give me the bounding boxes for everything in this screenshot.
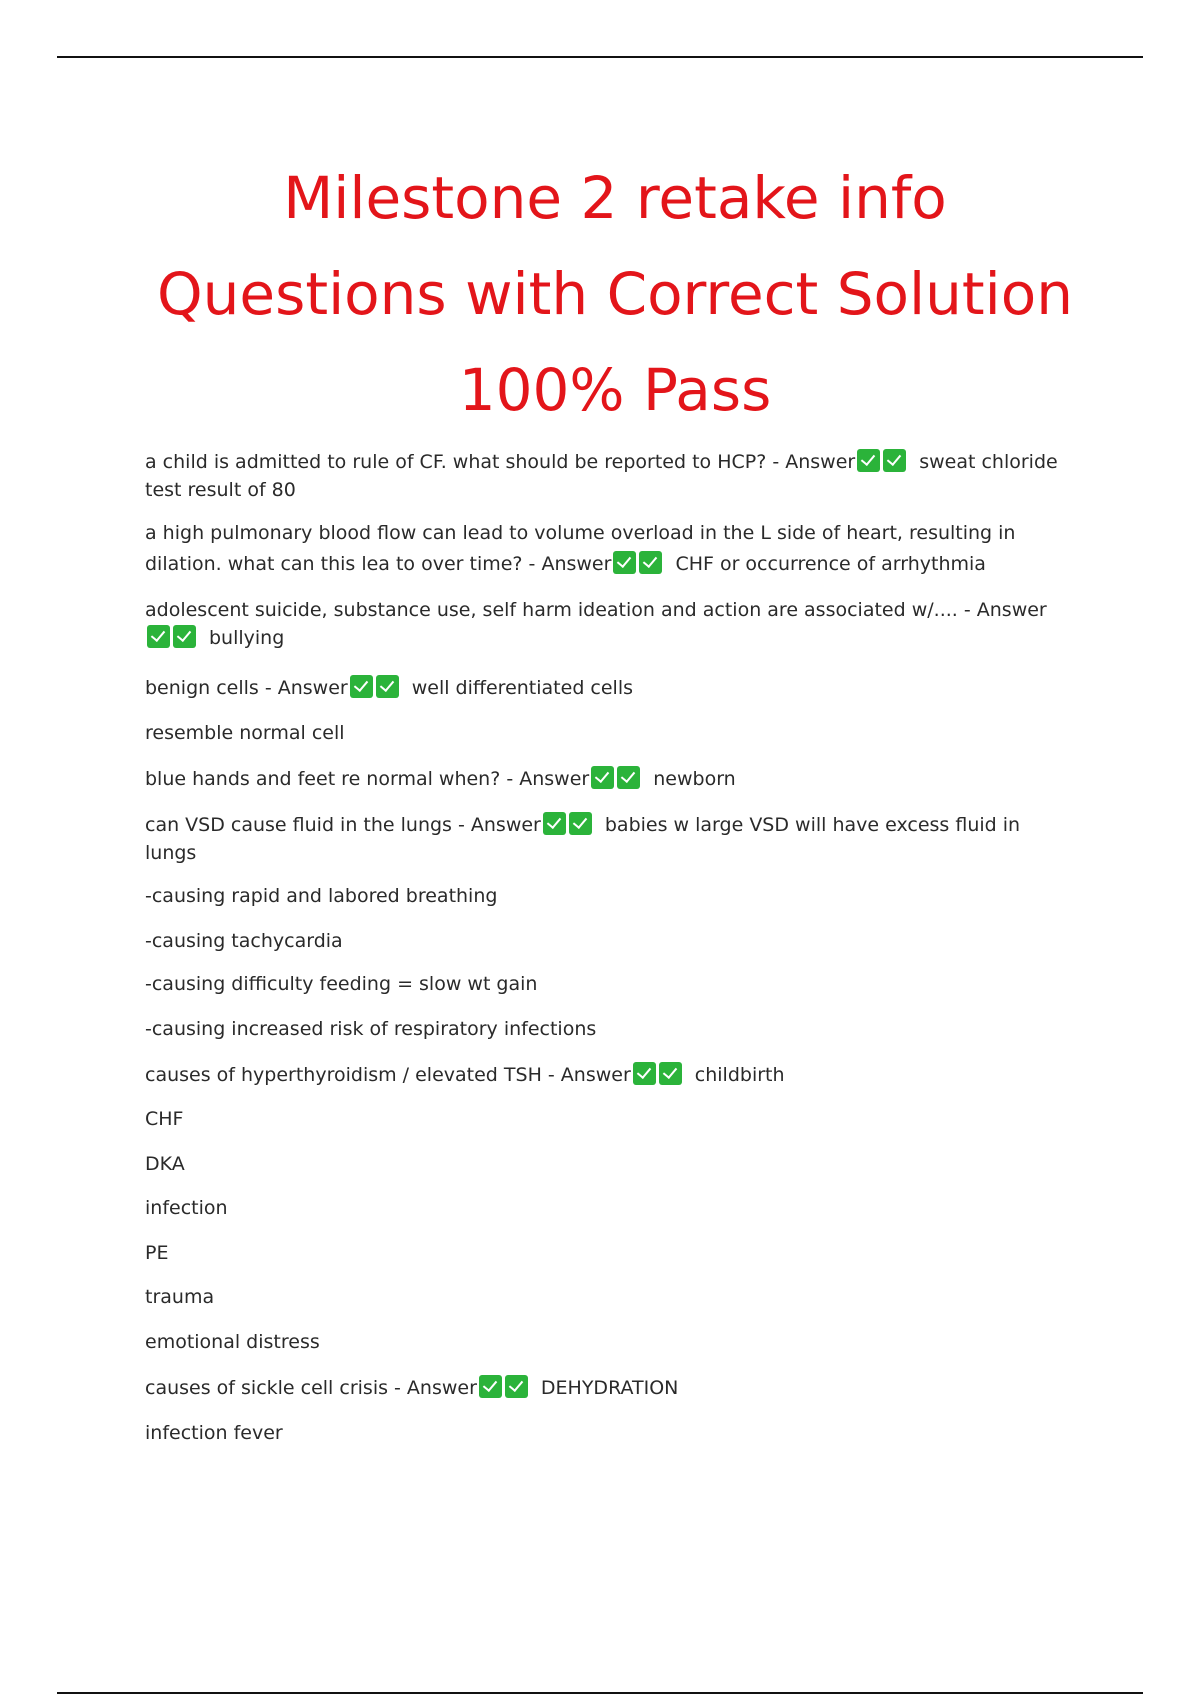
answer-checks <box>147 627 199 649</box>
answer-text: childbirth <box>694 1064 785 1086</box>
text-line: -causing tachycardia <box>145 930 343 952</box>
text-line: -causing increased risk of respiratory infections <box>145 1018 597 1040</box>
answer-checks <box>633 1064 685 1086</box>
check-mark-icon <box>376 675 399 698</box>
question-text: blue hands and feet re normal when? - Answer <box>145 768 590 790</box>
check-mark-icon <box>147 625 170 648</box>
question-text: benign cells - Answer <box>145 677 348 699</box>
check-mark-icon <box>350 675 373 698</box>
question-text: a high pulmonary blood flow can lead to volume overload in the L side of heart, resulting in dilation. what can this lea to over time? - Answer <box>145 522 1016 575</box>
qa-item <box>145 811 1075 867</box>
question-text: causes of hyperthyroidism / elevated TSH - Answer <box>145 1064 631 1086</box>
bottom-rule <box>57 1692 1143 1694</box>
check-mark-icon <box>633 1062 656 1085</box>
answer-checks <box>543 814 595 836</box>
question-text: causes of sickle cell crisis - Answer <box>145 1377 477 1399</box>
text-line: CHF <box>145 1108 184 1130</box>
check-mark-icon <box>659 1062 682 1085</box>
title-line-1: Milestone 2 retake info <box>283 164 947 232</box>
check-mark-icon <box>883 449 906 472</box>
answer-checks <box>479 1377 531 1399</box>
text-line: infection <box>145 1197 228 1219</box>
text-line: infection fever <box>145 1422 283 1444</box>
qa-item <box>145 765 1075 793</box>
check-mark-icon <box>569 812 592 835</box>
document-title <box>100 150 1130 438</box>
text-line: resemble normal cell <box>145 722 345 744</box>
answer-text: DEHYDRATION <box>540 1377 679 1399</box>
question-text: adolescent suicide, substance use, self harm ideation and action are associated w/.... - Answer <box>145 599 1047 621</box>
text-line: emotional distress <box>145 1331 320 1353</box>
answer-checks <box>591 768 643 790</box>
check-mark-icon <box>617 766 640 789</box>
qa-list <box>145 448 1075 1447</box>
title-line-3: 100% Pass <box>458 356 772 424</box>
title-line-2: Questions with Correct Solution <box>157 260 1073 328</box>
text-line: trauma <box>145 1286 215 1308</box>
answer-text: CHF or occurrence of arrhythmia <box>675 553 986 575</box>
check-mark-icon <box>173 625 196 648</box>
question-text: a child is admitted to rule of CF. what should be reported to HCP? - Answer <box>145 451 856 473</box>
question-text: can VSD cause fluid in the lungs - Answer <box>145 814 541 836</box>
answer-text: newborn <box>653 768 736 790</box>
check-mark-icon <box>543 812 566 835</box>
check-mark-icon <box>479 1375 502 1398</box>
text-line: -causing rapid and labored breathing <box>145 885 498 907</box>
qa-item <box>145 1374 1075 1402</box>
answer-checks <box>857 451 909 473</box>
check-mark-icon <box>857 449 880 472</box>
text-line: DKA <box>145 1153 185 1175</box>
answer-text: sweat chloride test result of 80 <box>145 451 1058 501</box>
qa-item <box>145 596 1075 652</box>
check-mark-icon <box>639 551 662 574</box>
answer-text: bullying <box>209 627 285 649</box>
qa-item <box>145 518 1075 580</box>
answer-text: well differentiated cells <box>411 677 634 699</box>
check-mark-icon <box>505 1375 528 1398</box>
check-mark-icon <box>613 551 636 574</box>
check-mark-icon <box>591 766 614 789</box>
text-line: -causing difficulty feeding = slow wt gain <box>145 973 538 995</box>
qa-item <box>145 674 1075 702</box>
answer-checks <box>350 677 402 699</box>
text-line: PE <box>145 1242 169 1264</box>
qa-item <box>145 1061 1075 1089</box>
qa-item <box>145 448 1075 504</box>
answer-checks <box>613 553 665 575</box>
answer-text: babies w large VSD will have excess fluid in lungs <box>145 814 1021 864</box>
top-rule <box>57 56 1143 58</box>
